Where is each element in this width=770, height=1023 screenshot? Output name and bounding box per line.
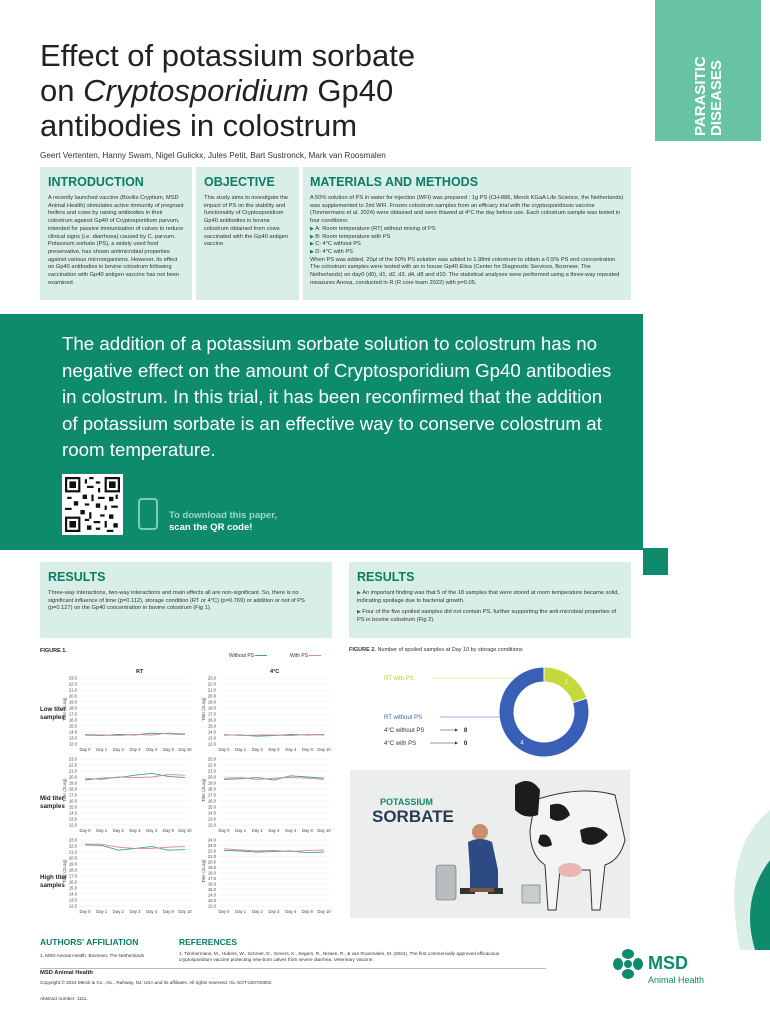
y-tick-label: 20.0 xyxy=(207,859,216,865)
results-right-bullet: ▶ An important finding was that 5 of the 18 samples that were stored at room temperature became solid, indicating spoilage due to bacterial growth. xyxy=(357,590,623,605)
y-axis-label: Titer (2Log) xyxy=(201,697,206,721)
x-tick-label: Day 2 xyxy=(251,828,263,833)
introduction-box xyxy=(40,167,192,300)
y-tick-label: 15.0 xyxy=(207,723,216,729)
figure2-pie-chart xyxy=(380,660,620,765)
footer-divider xyxy=(40,968,546,969)
y-tick-label: 20.0 xyxy=(68,855,77,861)
y-tick-label: 16.0 xyxy=(68,879,77,885)
x-tick-label: Day 2 xyxy=(112,909,124,914)
y-axis-label: Titer (2Log) xyxy=(62,778,67,802)
figure2-caption: Number of spoiled samples at Day 10 by storage conditions xyxy=(377,647,523,653)
poster-title xyxy=(40,38,600,143)
condition-item: ▶ D: 4°C with PS xyxy=(310,249,624,257)
x-tick-label: Day 3 xyxy=(268,747,280,752)
y-tick-label: 16.0 xyxy=(207,798,216,804)
x-tick-label: Day 1 xyxy=(235,747,247,752)
x-tick-label: Day 8 xyxy=(162,909,174,914)
x-tick-label: Day 2 xyxy=(251,747,263,752)
x-tick-label: Day 4 xyxy=(285,747,297,752)
x-tick-label: Day 4 xyxy=(285,909,297,914)
row-label-mid: Mid titer samples xyxy=(40,795,65,810)
methods-conditions xyxy=(310,226,624,257)
y-tick-label: 18.0 xyxy=(207,705,216,711)
qr-code[interactable] xyxy=(62,474,123,535)
y-tick-label: 14.0 xyxy=(68,810,77,816)
y-tick-label: 20.0 xyxy=(207,693,216,699)
objective-text: This study aims to investigate the impact of PS on the stability and functionality of Cryptosporidium Gp40 antibodies in bovine colostrum obtained from cows vaccinated with the Gp40 antigen vaccine. xyxy=(204,195,289,248)
y-tick-label: 14.0 xyxy=(68,891,77,897)
figure1-legend-with xyxy=(290,653,321,661)
objective-heading: OBJECTIVE xyxy=(204,175,275,189)
x-tick-label: Day 1 xyxy=(96,909,108,914)
x-tick-label: Day 0 xyxy=(218,747,230,752)
y-tick-label: 22.0 xyxy=(207,681,216,687)
legend-with-swatch xyxy=(309,655,321,656)
x-tick-label: Day 10 xyxy=(178,747,192,752)
x-tick-label: Day 4 xyxy=(285,828,297,833)
pie-label-4c-without-ps: 4°C without PS xyxy=(384,728,425,734)
y-tick-label: 19.0 xyxy=(68,861,77,867)
y-tick-label: 18.0 xyxy=(68,786,77,792)
y-tick-label: 13.0 xyxy=(207,816,216,822)
footer-abstract-number: Abstract number: 1111. xyxy=(40,996,88,1001)
title-line-2-post: Gp40 xyxy=(308,73,394,108)
x-tick-label: Day 8 xyxy=(301,747,313,752)
figure2-caption-line xyxy=(349,647,523,655)
y-tick-label: 19.0 xyxy=(68,780,77,786)
figure1-label: FIGURE 1. xyxy=(40,648,67,654)
category-tag-text: PARASITIC DISEASES xyxy=(692,56,725,136)
y-tick-label: 17.0 xyxy=(68,873,77,879)
x-tick-label: Day 1 xyxy=(96,747,108,752)
introduction-text: A recently launched vaccine (Bovilis Cryptium, MSD Animal Health) stimulates active immunity of pregnant heifers and cows by raising antibodies in their colostrum against Gp40 of Cryptosporidium parvum, intended for passive immunisation of calves to reduce clinical signs (i.e. diarrhoea) caused by C. parvum. Potassium sorbate (PS), a widely used food preservative, has shown antimicrobial properties against various microorganisms. However, its effect on Gp40 antibodies in bovine colostrum following vaccination with Gp40 antigen vaccine has not been examined. xyxy=(48,195,184,286)
row-label-low: Low titer samples xyxy=(40,706,66,721)
y-tick-label: 23.0 xyxy=(207,842,216,848)
y-tick-label: 14.0 xyxy=(207,810,216,816)
title-line-2-italic: Cryptosporidium xyxy=(83,73,309,108)
introduction-heading: INTRODUCTION xyxy=(48,175,144,189)
results-left-text: Three-way interactions, two-way interactions and main effects all are non-significant. So, there is no significant influence of time (p=0.112), storage condition (RT or 4°C) (p=0.769) or addition or not of PS (p=0.127) on the Gp40 concentration in bovine colostrum (Fig 1). xyxy=(48,590,305,612)
methods-outro: When PS was added, 20µl of the 50% PS solution was added to 1.98ml colostrum to obtain a 0.5% PS end concentration. The colostrum samples were tested with an in house Gp40 Elisa (Center for Diagnostic Services, Boxmeer, The Netherlands) on day0 (d0), d1, d2, d3, d4, d8 and d10. The statistical analyses were performed using a three-way repeated measures Anova, conducted in R (R core team 2022) with p=0.05. xyxy=(310,256,620,286)
x-tick-label: Day 0 xyxy=(79,909,91,914)
y-tick-label: 15.0 xyxy=(68,723,77,729)
y-tick-label: 17.0 xyxy=(207,792,216,798)
x-tick-label: Day 0 xyxy=(218,909,230,914)
methods-intro: A 50% solution of PS in water for injection (WFI) was prepared : 1g PS (CH-886, Merck KGaA Life Science, the Netherlands) was supplemented to 2ml WFI. Frozen colostrum samples from an efficacy trial with the cryptosporidiosis vaccine (Timmermans et al. 2024) were obtained and were thawed at 4°C the day before use. Each colostrum sample was tested in four conditions: xyxy=(310,195,624,225)
y-tick-label: 12.0 xyxy=(68,822,77,828)
footer-company: MSD Animal Health xyxy=(40,970,93,976)
y-tick-label: 15.0 xyxy=(207,804,216,810)
conclusion-band-tab xyxy=(643,548,668,575)
y-tick-label: 23.0 xyxy=(207,756,216,762)
row-label-high: High titer samples xyxy=(40,874,68,889)
series-line xyxy=(85,844,185,848)
msd-logo-icon xyxy=(612,948,644,980)
y-tick-label: 13.0 xyxy=(207,735,216,741)
y-tick-label: 13.0 xyxy=(68,816,77,822)
y-tick-label: 22.0 xyxy=(207,762,216,768)
figure2-label: FIGURE 2. xyxy=(349,647,376,653)
x-tick-label: Day 8 xyxy=(301,909,313,914)
pie-value-label: 1 xyxy=(564,679,568,686)
y-tick-label: 16.0 xyxy=(207,881,216,887)
figure1-chart-grid xyxy=(60,675,350,920)
x-tick-label: Day 1 xyxy=(235,909,247,914)
results-right-heading: RESULTS xyxy=(357,570,415,584)
title-line-2-pre: on xyxy=(40,73,84,108)
y-axis-label: Titer (2Log) xyxy=(201,859,206,883)
y-tick-label: 19.0 xyxy=(207,780,216,786)
x-tick-label: Day 4 xyxy=(146,747,158,752)
y-tick-label: 18.0 xyxy=(207,870,216,876)
qr-code-graphic xyxy=(65,477,120,532)
y-tick-label: 12.0 xyxy=(207,741,216,747)
category-tag xyxy=(655,0,761,141)
affiliation-text: 1. MSD Animal Health, Boxmeer, The Netherlands xyxy=(40,953,145,958)
x-tick-label: Day 8 xyxy=(162,747,174,752)
methods-box xyxy=(303,167,631,300)
decorative-swirl xyxy=(700,810,770,950)
objective-box xyxy=(196,167,299,300)
y-tick-label: 20.0 xyxy=(207,774,216,780)
figure1-legend-without xyxy=(229,653,267,661)
x-tick-label: Day 8 xyxy=(301,828,313,833)
conclusion-text: The addition of a potassium sorbate solution to colostrum has no negative effect on the amount of Cryptosporidium Gp40 antibodies in colostrum. In this trial, it has been reconfirmed that the addition of potassium sorbate is an effective way to conserve colostrum at room temperature. xyxy=(62,333,612,460)
results-right-bullets xyxy=(357,590,623,625)
y-tick-label: 18.0 xyxy=(68,867,77,873)
figure1-col-title-rt: RT xyxy=(136,669,144,675)
title-line-2 xyxy=(40,73,600,108)
y-tick-label: 12.0 xyxy=(207,822,216,828)
y-tick-label: 19.0 xyxy=(68,699,77,705)
zero-arrow-head xyxy=(455,742,458,745)
y-tick-label: 17.0 xyxy=(207,875,216,881)
y-tick-label: 13.0 xyxy=(68,897,77,903)
references-text: 1. Timmermans, M., Hubers, W., Schroer, D., Gevers, K., Segers, R., Nissen, R., & van Roosmalen, M. (2024). The first commercially approved efficacious cryptosporidium vaccine protecting new-born calves from severe diarrhea. Veterinary Vaccine. xyxy=(179,951,500,962)
results-left-box xyxy=(40,562,332,638)
y-tick-label: 15.0 xyxy=(68,885,77,891)
y-tick-label: 17.0 xyxy=(68,711,77,717)
condition-item: ▶ A: Room temperature (RT) without mixing of PS xyxy=(310,226,624,234)
zero-value: 0 xyxy=(464,728,468,734)
y-tick-label: 19.0 xyxy=(207,699,216,705)
y-tick-label: 22.0 xyxy=(68,681,77,687)
y-tick-label: 13.0 xyxy=(68,735,77,741)
pie-value-label: 4 xyxy=(520,740,524,747)
results-right-bullet: ▶ Four of the five spoiled samples did not contain PS, further supporting the anti-microbial properties of PS in bovine colostrum (Fig 2). xyxy=(357,609,623,624)
x-tick-label: Day 4 xyxy=(146,909,158,914)
y-tick-label: 12.0 xyxy=(68,741,77,747)
y-tick-label: 16.0 xyxy=(207,717,216,723)
x-tick-label: Day 3 xyxy=(268,828,280,833)
authors: Geert Vertenten, Hanny Swam, Nigel Gulickx, Jules Petit, Bart Sustronck, Mark van Roosmalen xyxy=(40,151,386,160)
y-tick-label: 21.0 xyxy=(207,687,216,693)
x-tick-label: Day 2 xyxy=(112,828,124,833)
y-tick-label: 21.0 xyxy=(68,687,77,693)
x-tick-label: Day 3 xyxy=(129,828,141,833)
y-tick-label: 22.0 xyxy=(68,762,77,768)
y-tick-label: 19.0 xyxy=(207,864,216,870)
x-tick-label: Day 0 xyxy=(79,828,91,833)
x-tick-label: Day 10 xyxy=(317,909,331,914)
y-tick-label: 23.0 xyxy=(68,756,77,762)
condition-item: ▶ C: 4°C without PS xyxy=(310,241,624,249)
y-tick-label: 23.0 xyxy=(207,675,216,681)
y-tick-label: 12.0 xyxy=(68,903,77,909)
x-tick-label: Day 4 xyxy=(146,828,158,833)
zero-arrow-head xyxy=(455,729,458,732)
x-tick-label: Day 10 xyxy=(317,747,331,752)
cow-text-line-1: POTASSIUM xyxy=(380,797,433,807)
msd-logo-subtext: Animal Health xyxy=(648,975,705,985)
figure1-col-title-4c: 4°C xyxy=(270,669,280,675)
pie-label-rt-without-ps: RT without PS xyxy=(384,715,423,721)
cow-farmer-graphic xyxy=(430,770,630,918)
phone-icon xyxy=(138,498,158,530)
download-text-line-1: To download this paper, xyxy=(169,510,278,521)
legend-with-ps: With PS xyxy=(290,653,309,659)
y-tick-label: 14.0 xyxy=(207,729,216,735)
y-tick-label: 20.0 xyxy=(68,693,77,699)
results-left-heading: RESULTS xyxy=(48,570,106,584)
x-tick-label: Day 3 xyxy=(129,909,141,914)
y-tick-label: 16.0 xyxy=(68,798,77,804)
y-tick-label: 21.0 xyxy=(207,853,216,859)
y-tick-label: 15.0 xyxy=(68,804,77,810)
x-tick-label: Day 2 xyxy=(251,909,263,914)
title-line-3: antibodies in colostrum xyxy=(40,108,358,143)
title-line-1: Effect of potassium sorbate xyxy=(40,38,416,73)
msd-logo-text: MSD xyxy=(648,953,688,973)
y-tick-label: 14.0 xyxy=(207,892,216,898)
y-axis-label: Titer (2Log) xyxy=(201,778,206,802)
cow-illustration xyxy=(350,770,630,918)
download-text-line-2: scan the QR code! xyxy=(169,522,253,533)
x-tick-label: Day 0 xyxy=(218,828,230,833)
y-tick-label: 12.0 xyxy=(207,903,216,909)
y-tick-label: 16.0 xyxy=(68,717,77,723)
y-tick-label: 21.0 xyxy=(68,849,77,855)
y-tick-label: 17.0 xyxy=(68,792,77,798)
y-tick-label: 22.0 xyxy=(68,843,77,849)
affiliation-heading: AUTHORS' AFFILIATION xyxy=(40,937,139,947)
x-tick-label: Day 2 xyxy=(112,747,124,752)
y-axis-label: Titer (2Log) xyxy=(62,697,67,721)
y-tick-label: 13.0 xyxy=(207,897,216,903)
x-tick-label: Day 1 xyxy=(235,828,247,833)
cow-text-line-2: SORBATE xyxy=(372,807,454,826)
references-heading: REFERENCES xyxy=(179,937,238,947)
y-tick-label: 15.0 xyxy=(207,886,216,892)
y-tick-label: 20.0 xyxy=(68,774,77,780)
y-tick-label: 21.0 xyxy=(68,768,77,774)
y-tick-label: 23.0 xyxy=(68,675,77,681)
pie-label-4c-with-ps: 4°C with PS xyxy=(384,741,417,747)
x-tick-label: Day 10 xyxy=(178,828,192,833)
y-tick-label: 23.0 xyxy=(68,837,77,843)
y-tick-label: 21.0 xyxy=(207,768,216,774)
y-tick-label: 22.0 xyxy=(207,848,216,854)
x-tick-label: Day 10 xyxy=(178,909,192,914)
y-tick-label: 24.0 xyxy=(207,837,216,843)
y-tick-label: 17.0 xyxy=(207,711,216,717)
condition-item: ▶ B: Room temperature with PS xyxy=(310,234,624,242)
x-tick-label: Day 3 xyxy=(268,909,280,914)
x-tick-label: Day 3 xyxy=(129,747,141,752)
legend-without-swatch xyxy=(255,655,267,656)
y-tick-label: 18.0 xyxy=(68,705,77,711)
zero-value: 0 xyxy=(464,741,468,747)
legend-without-ps: Without PS xyxy=(229,653,255,659)
y-tick-label: 14.0 xyxy=(68,729,77,735)
methods-heading: MATERIALS AND METHODS xyxy=(310,175,479,189)
x-tick-label: Day 0 xyxy=(79,747,91,752)
pie-label-rt-with-ps: RT with PS xyxy=(384,676,414,682)
x-tick-label: Day 8 xyxy=(162,828,174,833)
y-tick-label: 18.0 xyxy=(207,786,216,792)
x-tick-label: Day 10 xyxy=(317,828,331,833)
footer-copyright: Copyright © 2024 Merck & Co., Inc., Rahway, NJ, USA and its affiliates. All rights reserved. GL-SOT-220700002 xyxy=(40,980,272,985)
x-tick-label: Day 1 xyxy=(96,828,108,833)
y-axis-label: Titer (2Log) xyxy=(62,859,67,883)
results-right-box xyxy=(349,562,631,638)
